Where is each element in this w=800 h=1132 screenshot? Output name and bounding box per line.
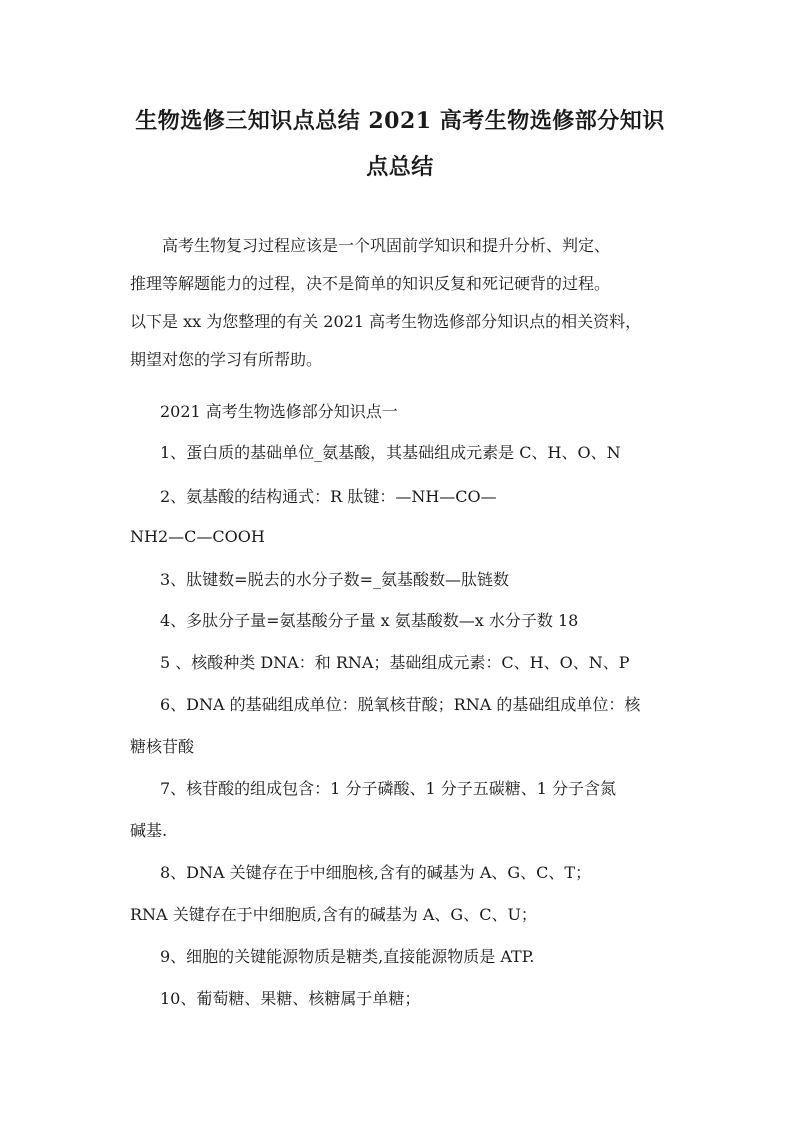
item-8-continued: RNA 关键存在于中细胞质,含有的碱基为 A、G、C、U； bbox=[130, 905, 537, 924]
item-10: 10、葡萄糖、果糖、核糖属于单糖； bbox=[160, 989, 421, 1008]
item-7-continued: 碱基. bbox=[130, 821, 168, 840]
intro-line-4: 期望对您的学习有所帮助。 bbox=[130, 350, 323, 369]
title-line-2: 点总结 bbox=[366, 154, 434, 180]
title-line-1: 生物选修三知识点总结 2021 高考生物选修部分知识 bbox=[135, 108, 665, 134]
item-5: 5 、核酸种类 DNA：和 RNA；基础组成元素：C、H、O、N、P bbox=[160, 653, 630, 672]
intro-line-3: 以下是 xx 为您整理的有关 2021 高考生物选修部分知识点的相关资料， bbox=[130, 312, 642, 331]
item-4: 4、多肽分子量=氨基酸分子量 x 氨基酸数—x 水分子数 18 bbox=[160, 611, 579, 630]
intro-paragraph bbox=[130, 227, 685, 379]
item-1: 1、蛋白质的基础单位_氨基酸，其基础组成元素是 C、H、O、N bbox=[160, 443, 621, 462]
item-3: 3、肽键数=脱去的水分子数=_氨基酸数—肽链数 bbox=[160, 570, 509, 589]
item-7: 7、核苷酸的组成包含：1 分子磷酸、1 分子五碳糖、1 分子含氮 bbox=[160, 779, 616, 798]
document-title bbox=[110, 98, 690, 190]
intro-line-1: 高考生物复习过程应该是一个巩固前学知识和提升分析、判定、 bbox=[162, 236, 611, 255]
item-9: 9、细胞的关键能源物质是糖类,直接能源物质是 ATP. bbox=[160, 947, 535, 966]
item-6: 6、DNA 的基础组成单位：脱氧核苷酸；RNA 的基础组成单位：核 bbox=[160, 695, 641, 714]
section-heading: 2021 高考生物选修部分知识点一 bbox=[160, 402, 398, 421]
item-8: 8、DNA 关键存在于中细胞核,含有的碱基为 A、G、C、T； bbox=[160, 863, 592, 882]
item-2: 2、氨基酸的结构通式：R 肽键：—NH—CO— bbox=[160, 487, 497, 506]
item-6-continued: 糖核苷酸 bbox=[130, 737, 195, 756]
intro-line-2: 推理等解题能力的过程，决不是简单的知识反复和死记硬背的过程。 bbox=[130, 274, 611, 293]
item-2-formula: NH2—C—COOH bbox=[130, 527, 265, 546]
